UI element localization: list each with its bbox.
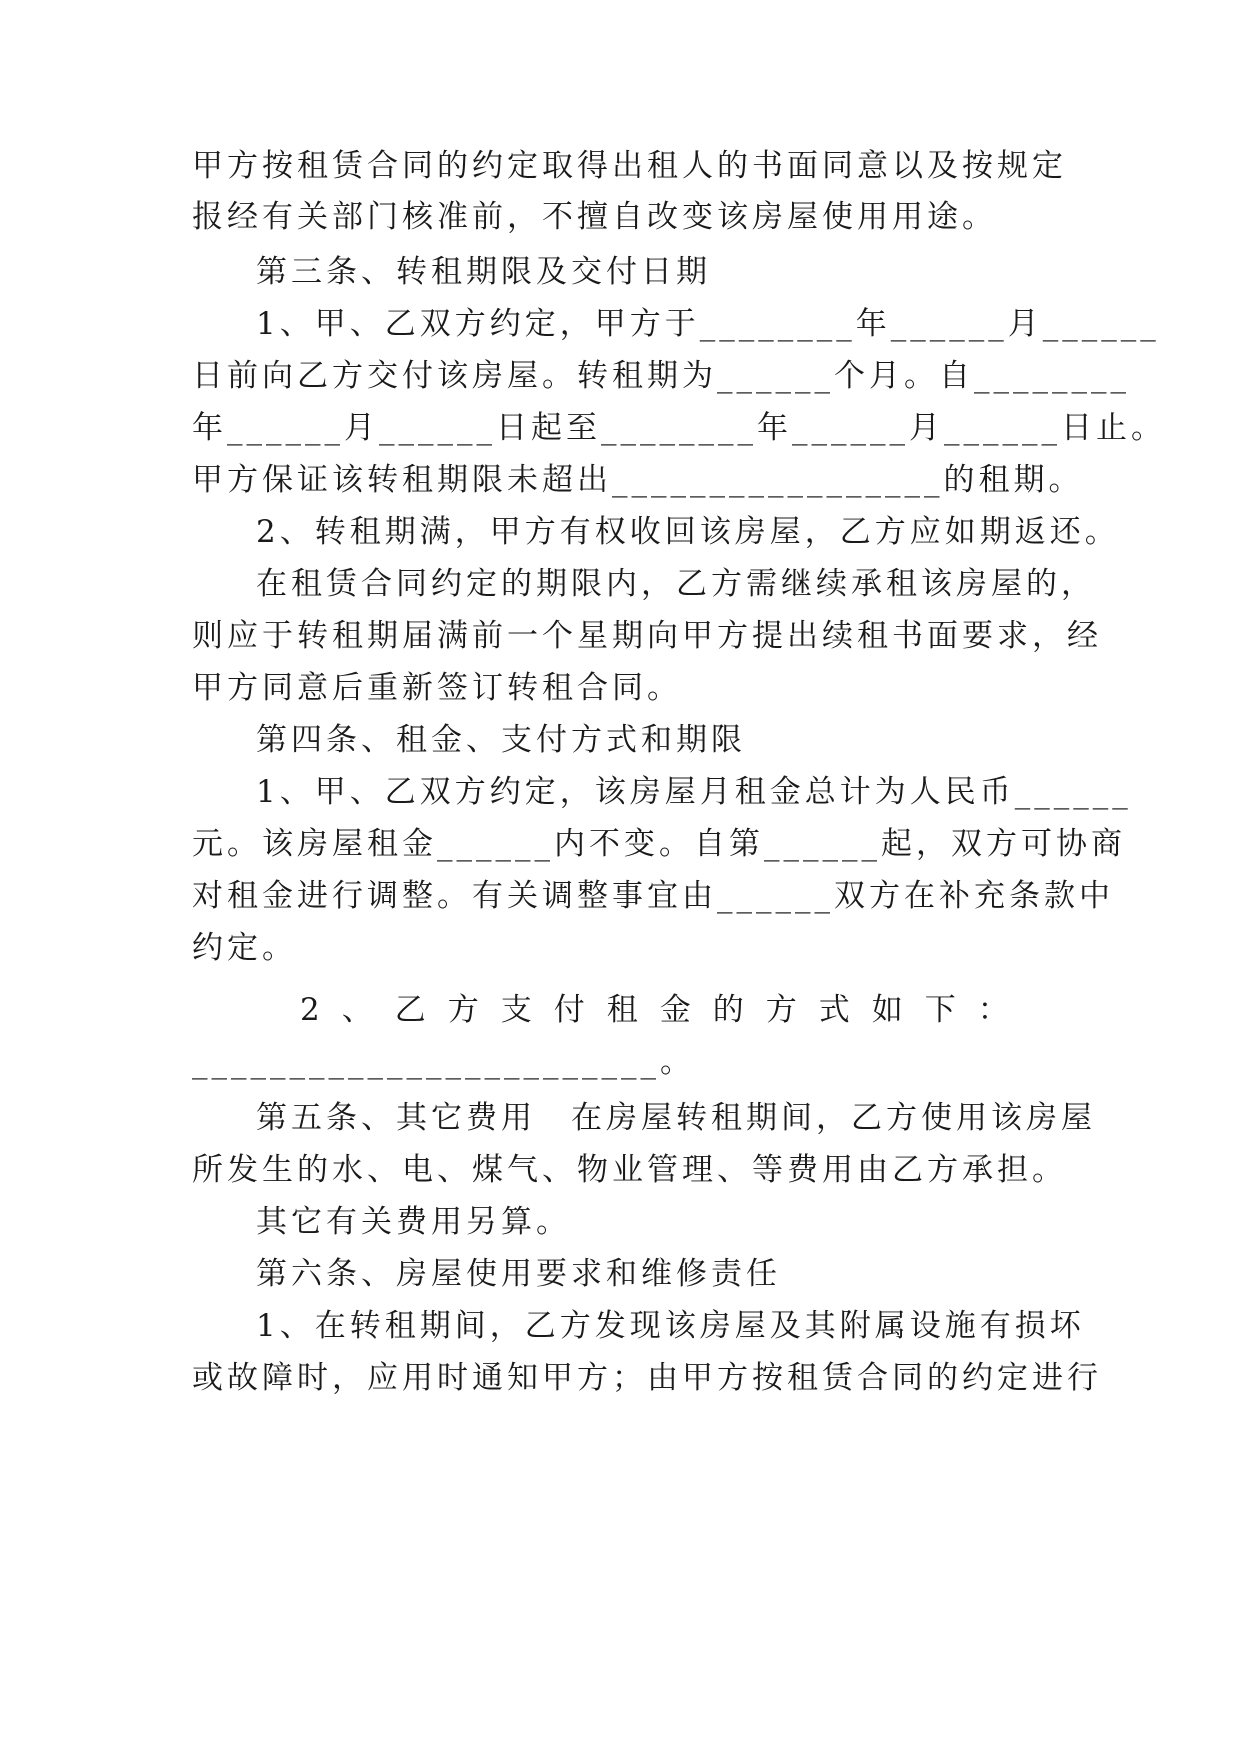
text-line: 甲方按租赁合同的约定取得出租人的书面同意以及按规定 [192, 148, 1067, 184]
text-line: 2、乙方支付租金的方式如下： [300, 992, 1031, 1028]
text-line: 年______月______日起至________年______月______日止。 [192, 410, 1166, 446]
text-line: 在租赁合同约定的期限内，乙方需继续承租该房屋的， [256, 566, 1096, 602]
section-heading: 第四条、租金、支付方式和期限 [256, 722, 746, 758]
text-line: 1、甲、乙双方约定，该房屋月租金总计为人民币______ [256, 774, 1132, 810]
section-heading: 第三条、转租期限及交付日期 [256, 254, 711, 290]
text-line: 或故障时，应用时通知甲方；由甲方按租赁合同的约定进行 [192, 1360, 1102, 1396]
section-heading: 第五条、其它费用 在房屋转租期间，乙方使用该房屋 [256, 1100, 1096, 1136]
blank-fill-line: ________________________。 [192, 1044, 695, 1080]
text-line: 甲方同意后重新签订转租合同。 [192, 670, 682, 706]
section-heading: 第六条、房屋使用要求和维修责任 [256, 1256, 781, 1292]
text-line: 1、甲、乙双方约定，甲方于________年______月______ [256, 306, 1160, 342]
text-line: 其它有关费用另算。 [256, 1204, 571, 1240]
text-line: 所发生的水、电、煤气、物业管理、等费用由乙方承担。 [192, 1152, 1067, 1188]
text-line: 对租金进行调整。有关调整事宜由______双方在补充条款中 [192, 878, 1114, 914]
text-line: 2、转租期满，甲方有权收回该房屋，乙方应如期返还。 [256, 514, 1120, 550]
text-line: 则应于转租期届满前一个星期向甲方提出续租书面要求，经 [192, 618, 1102, 654]
text-line: 1、在转租期间，乙方发现该房屋及其附属设施有损坏 [256, 1308, 1085, 1344]
text-line: 日前向乙方交付该房屋。转租期为______个月。自________ [192, 358, 1130, 394]
text-line: 元。该房屋租金______内不变。自第______起，双方可协商 [192, 826, 1126, 862]
text-line: 约定。 [192, 930, 297, 966]
text-line: 甲方保证该转租期限未超出_________________的租期。 [192, 462, 1084, 498]
text-line: 报经有关部门核准前，不擅自改变该房屋使用用途。 [192, 199, 997, 235]
